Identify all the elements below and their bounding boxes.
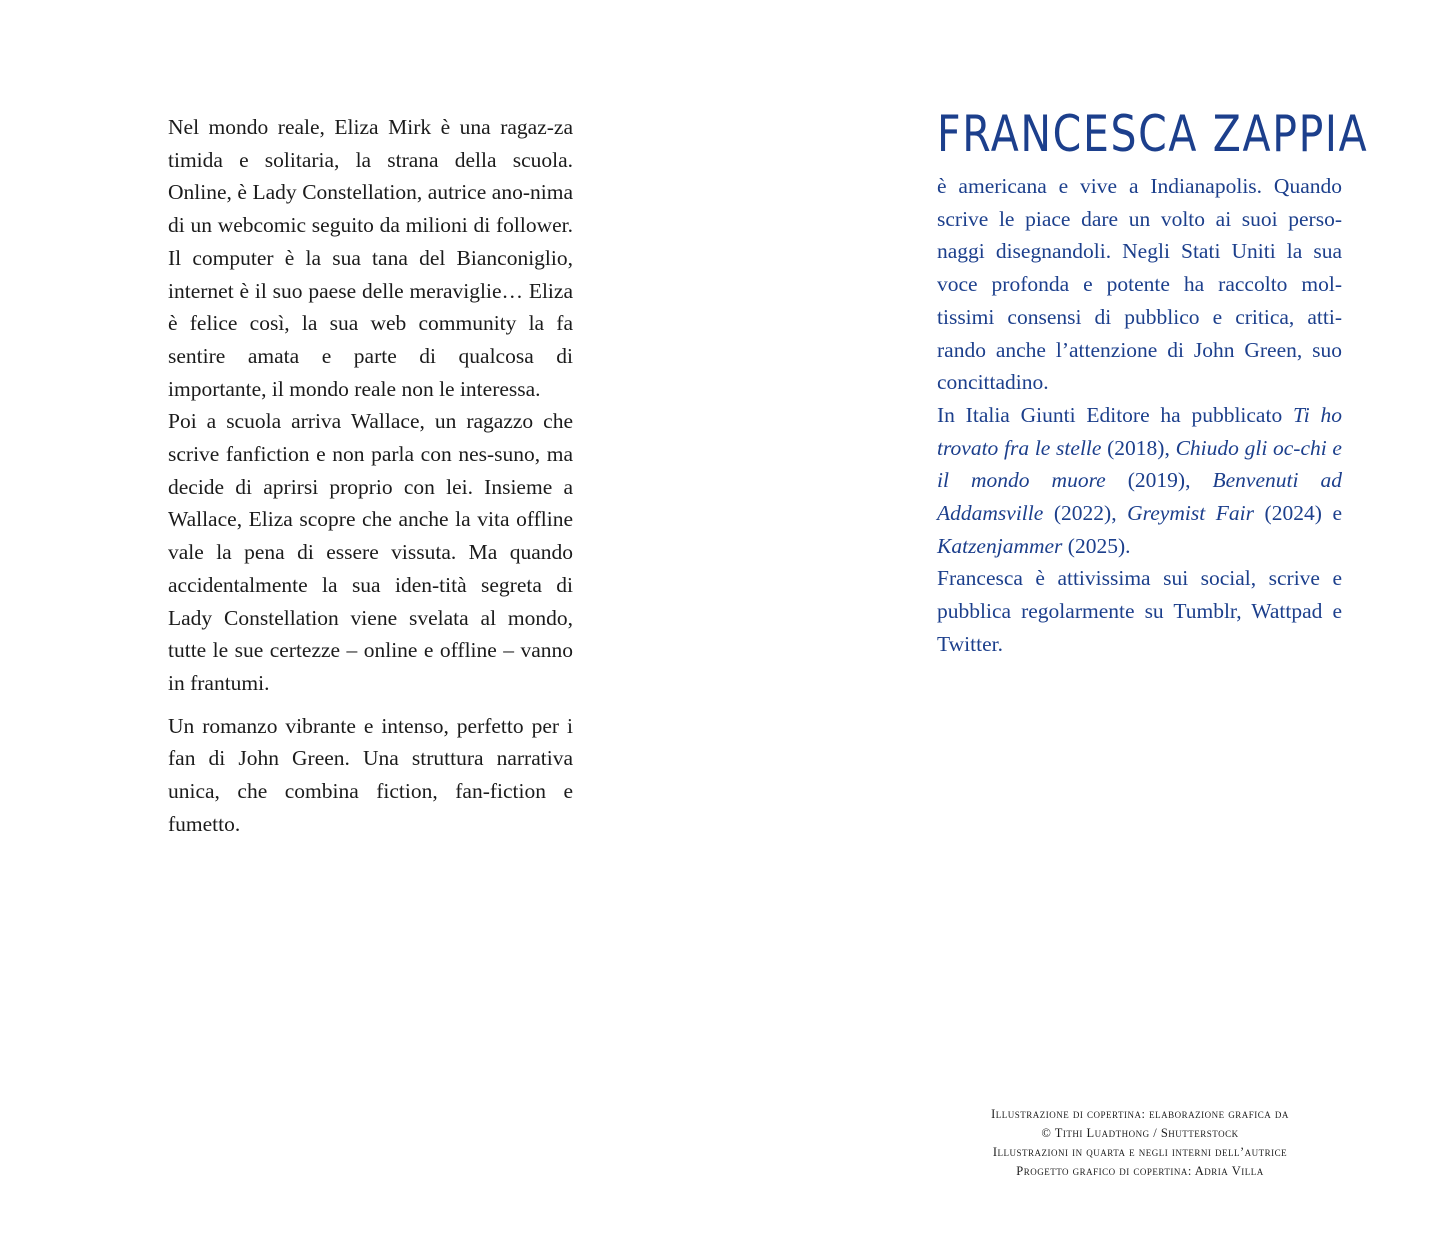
credit-line-4: Progetto grafico di copertina: Adria Villa: [1016, 1164, 1264, 1178]
book-year-4: (2024) e: [1253, 501, 1342, 526]
bio-intro: In Italia Giunti Editore ha pubblicato: [937, 402, 1293, 427]
author-bio: [937, 170, 1342, 661]
book-year-2: (2019),: [1105, 468, 1213, 493]
credit-line-2: © Tithi Luadthong / Shutterstock: [1041, 1126, 1239, 1140]
bio-paragraph-1: è americana e vive a Indianapolis. Quando scrive le piace dare un volto ai suoi perso-naggi disegnandoli. Negli Stati Uniti la sua voce profonda e potente ha raccolto mol-tissimi consensi di pubblico e critica, atti-rando anche l’attenzione di John Green, suo concittadino.: [937, 174, 1342, 395]
book-year-1: (2018),: [1101, 435, 1176, 460]
book-title-3: Benvenuti ad Addamsville: [937, 468, 1342, 526]
bio-paragraph-3: Francesca è attivissima sui social, scrive e pubblica regolarmente su Tumblr, Wattpad e Twitter.: [937, 566, 1342, 656]
book-title-4: Greymist Fair: [1127, 501, 1254, 526]
book-title-1: Ti ho trovato fra le stelle: [937, 402, 1342, 460]
book-title-5: Katzenjammer: [937, 533, 1063, 558]
book-title-2: Chiudo gli oc-chi e il mondo muore: [937, 435, 1342, 493]
synopsis-column: [168, 111, 573, 840]
book-year-5: (2025).: [1062, 533, 1131, 558]
author-name: FRANCESCA ZAPPIA: [937, 105, 1369, 163]
book-year-3: (2022),: [1043, 501, 1128, 526]
credit-line-3: Illustrazioni in quarta e negli interni dell’autrice: [992, 1145, 1288, 1159]
synopsis-paragraph-3: Un romanzo vibrante e intenso, perfetto per i fan di John Green. Una struttura narrativa unica, che combina fiction, fan-fiction e fumetto.: [168, 713, 573, 836]
author-column: [937, 98, 1369, 661]
cover-credits: [930, 1105, 1350, 1181]
synopsis-paragraph-2: Poi a scuola arriva Wallace, un ragazzo che scrive fanfiction e non parla con nes-suno, ma decide di aprirsi proprio con lei. Insieme a Wallace, Eliza scopre che anche la vita offline vale la pena di essere vissuta. Ma quando accidentalmente la sua iden-tità segreta di Lady Constellation viene svelata al mondo, tutte le sue certezze – online e offline – vanno in frantumi.: [168, 409, 573, 695]
synopsis-paragraph-1: Nel mondo reale, Eliza Mirk è una ragaz-za timida e solitaria, la strana della scuola. Online, è Lady Constellation, autrice ano-nima di un webcomic seguito da milioni di follower. Il computer è la sua tana del Bianconiglio, internet è il suo paese delle meraviglie… Eliza è felice così, la sua web community la fa sentire amata e parte di qualcosa di importante, il mondo reale non le interessa.: [168, 115, 573, 401]
bio-paragraph-2: [937, 399, 1342, 563]
credit-line-1: Illustrazione di copertina: elaborazione grafica da: [991, 1107, 1289, 1121]
